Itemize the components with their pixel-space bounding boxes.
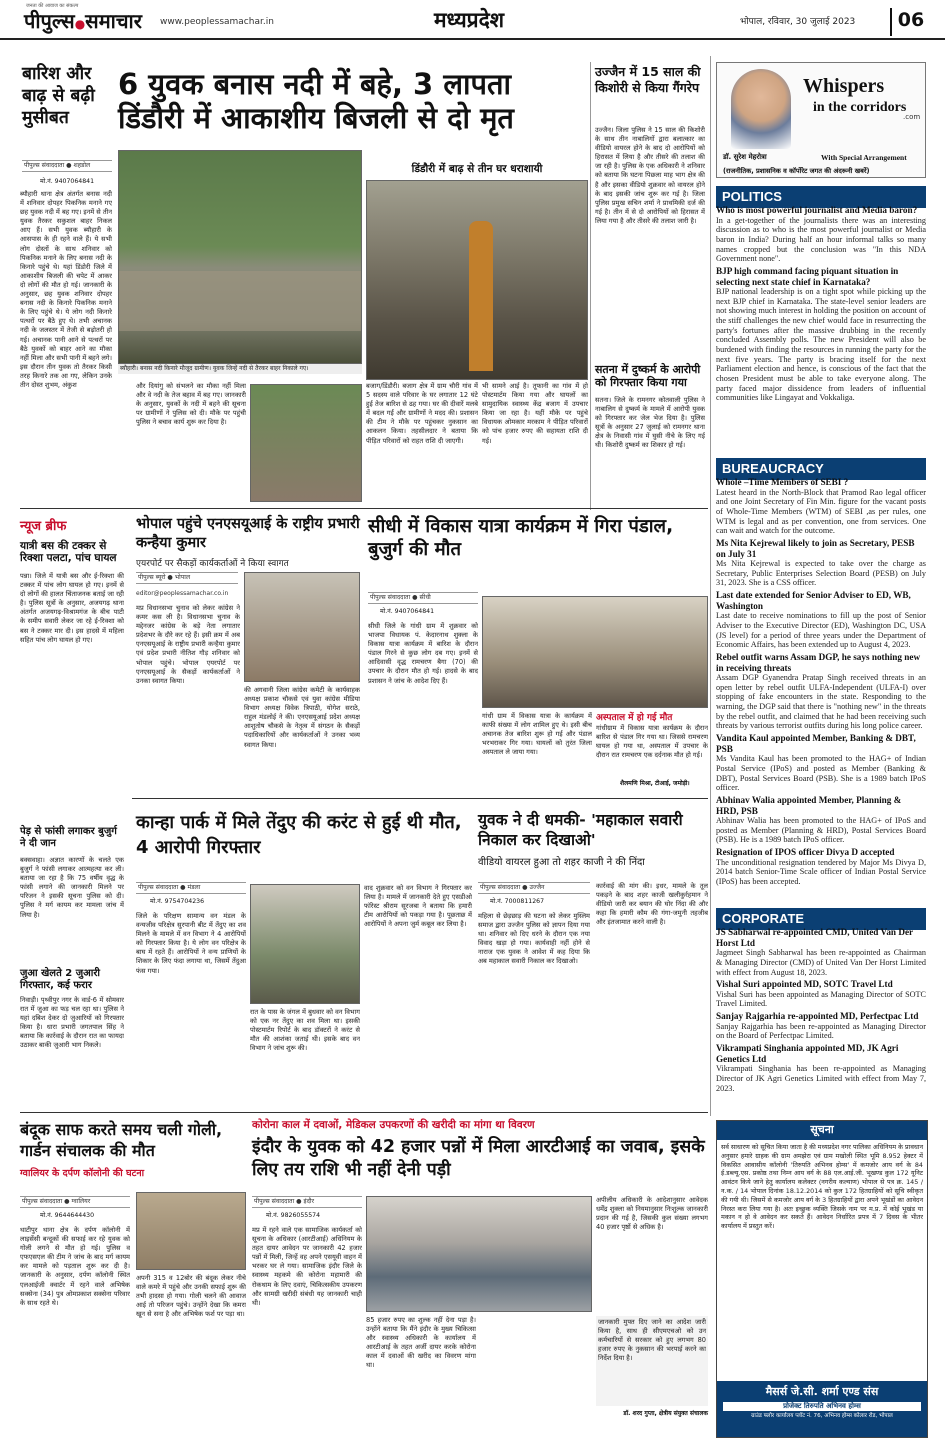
bureaucracy-headline-3: Last date extended for Senior Adviser to ED, WB, Washington — [716, 590, 911, 611]
person-figure — [469, 221, 493, 371]
whispers-subtitle: in the corridors — [813, 100, 907, 115]
section-title: मध्यप्रदेश — [434, 8, 505, 32]
dindori-story-continued: भी सामने आई है। तूफानी का गांव में हो पोस्टमार्टम किया गया और घायलों का सामुदायिक स्वास्थ्य केंद्र बजाग में उपचार किया जा रहा है। यहीं मौके पर पहुंचे विधायक ओमकार मरकाम ने पीड़ित परिवारों को पांच हजार रुपए की सहायता राशि दी गई। — [482, 382, 588, 445]
bureaucracy-headline-6: Abhinav Walia appointed Member, Planning & HRD, PSB — [716, 794, 902, 816]
kanha-phone: मो.नं. 9754704236 — [150, 898, 205, 905]
indore-byline: पीपुल्स संवाददाता ● इंदौर — [252, 1196, 362, 1208]
gun-phone: मो.नं. 9644644430 — [40, 1212, 95, 1219]
kanhaiya-headline: भोपाल पहुंचे एनएसयूआई के राष्ट्रीय प्रभारी कन्हैया कुमार — [136, 516, 360, 551]
kanhaiya-email[interactable]: editor@peoplessamachar.co.in — [136, 590, 229, 597]
ujjain-body: उज्जैन। जिला पुलिस ने 15 साल की किशोरी के साथ तीन नाबालिगों द्वारा बलात्कार का वीडियो वायरल होने के बाद दो आरोपियों को हिरासत में लिया है और तीसरे की तलाश की जा रही है। पुलिस के एक अधिकारी ने शनिवार को बताया कि घटना पिछला माह भाग क्षेत्र की है और इसका वीडियो शुक्रवार को वायरल होने के बाद इसकी जांच शुरू कर गई है। जिला पुलिस प्रमुख सचिन शर्मा ने प्राथमिकी दर्ज की गई है। तीन में से दो आरोपियों को हिरासत में लिया गया है और तीसरे की तलाश जारी है। — [595, 126, 705, 225]
notice-firm: मैसर्स जे.सी. शर्मा एण्ड संस — [765, 1385, 879, 1398]
flood-story-continued: और दियांगु को संभलने का मौका नहीं मिला और वे नदी के तेज बहाव में बह गए। जानकारी के अनुसार, युवकों के नदी में बहने की सूचना पर ग्रामीणों ने पुलिस को दी। मौके पर पहुंची पुलिस ने बचाव कार्य शुरू कर दिया है। — [136, 382, 246, 427]
byline-name: पीपुल्स ब्यूरो — [138, 574, 166, 581]
corporate-body-4: Vikrampati Singhania has been re-appointed as Managing Director of JK Agri Genetics Limited with effect from May 7, 2023. — [716, 1064, 926, 1093]
kanhaiya-byline: पीपुल्स ब्यूरो ● भोपाल — [136, 572, 238, 584]
brief-body-2: बक्सवाहा। अज्ञात कारणों के चलते एक बुजुर्ग ने फांसी लगाकर आत्महत्या कर ली। बताया जा रहा है कि 75 वर्षीय वृद्ध के फांसी लगाने की जानकारी मिलने पर परिजन ने इसकी सूचना पुलिस को दी। पुलिस ने मर्ग कायम कर मामला जांच में लिया है। — [20, 856, 124, 919]
politics-body-1: In a get-together of the journalists there was an interesting discussion as to who is the most powerful journalist or Media baron in India? During half an hour informal talks so many names cropped but the conclusion was "In this NDA Government none". — [716, 215, 926, 264]
column-divider — [710, 56, 711, 1116]
gun-subhead: ग्वालियर के दर्पण कॉलोनी की घटना — [20, 1168, 145, 1179]
notice-address: ग्राउंड फ्लोर कार्यालय प्लॉट नं. 76, अभिनव होम्स कोलार रोड, भोपाल — [751, 1413, 893, 1420]
kanha-headline: कान्हा पार्क में मिले तेंदुए की करंट से हुई थी मौत, 4 आरोपी गिरफ्तार — [136, 812, 462, 859]
kanhaiya-subhead: एयरपोर्ट पर सैकड़ों कार्यकर्ताओं ने किया स्वागत — [136, 559, 289, 569]
gun-victim-photo — [136, 1192, 246, 1270]
bureaucracy-headline-4: Rebel outfit warns Assam DGP, he says nothing new in receiving threats — [716, 651, 921, 673]
byline-place: भोपाल — [174, 574, 191, 581]
byline-name: पीपुल्स संवाददाता — [22, 1198, 63, 1205]
bureaucracy-body-3: Last date to receive nominations to fill up the post of Senior Adviser to the Executive Director (ED), Washington DC, USA (JS level) for a period of three years under the Department of Economic Affairs, has been extended up to August 4, 2023. — [716, 611, 926, 650]
logo-part-2: समाचार — [85, 9, 142, 33]
byline-name: पीपुल्स संवाददाता — [480, 884, 521, 891]
rescue-photo — [250, 384, 362, 502]
indore-headline: इंदौर के युवक को 42 हजार पन्नों में मिला आरटीआई का जवाब, इसके लिए तय राशि भी नहीं देनी पड़ी — [252, 1137, 705, 1181]
section-rule — [20, 508, 708, 509]
sidhi-event-photo — [482, 596, 708, 708]
ujjain-headline: उज्जैन में 15 साल की किशोरी से किया गैंगरेप — [595, 64, 701, 95]
brief-headline-2: पेड़ से फांसी लगाकर बुजुर्ग ने दी जान — [20, 826, 117, 849]
bureaucracy-body-2: Ms Nita Kejrewal is expected to take over the charge as Secretary, Public Enterprises Selection Board (PESB) on July 31, 2023. She is a CSS officer. — [716, 559, 926, 588]
dateline: भोपाल, रविवार, 30 जुलाई 2023 — [740, 17, 856, 27]
brief-headline-1: यात्री बस की टक्कर से रिक्शा पलटा, पांच घायल — [20, 540, 117, 565]
kanhaiya-body-1: मप्र विधानसभा चुनाव को लेकर कांग्रेस ने कमर कस ली है। विधानसभा चुनाव के मद्देनजर कांग्रेस के बड़े नेता लगातार प्रदेशभर के दौरे कर रहे हैं। इसी क्रम में अब एनएसयूआई के राष्ट्रीय प्रभारी कन्हैया कुमार एवं प्रदेश प्रभारी नीतिश गौड़ शनिवार को भोपाल पहुंचे। भोपाल एयरपोर्ट पर एनएसयूआई के सैकड़ों कार्यकर्ताओं ने उनका स्वागत किया। — [136, 604, 240, 685]
columnist-name: डॉ. सुरेश मेहरोत्रा — [723, 153, 767, 161]
whispers-title: Whispers — [803, 75, 885, 97]
gun-body-2: अपनी 315 व 12बोर की बंदूक लेकर नीचे वाले कमरे में पहुंचे और उनकी सफाई शुरू की तभी हादसा हो गया। गोली चलने की आवाज आई तो परिजन पहुंचे। उन्होंने देखा कि कमरा खून से सना है और अभिषेक फर्श पर पड़ा था। — [136, 1274, 246, 1319]
byline-place: शहडोल — [73, 162, 91, 169]
sidhi-headline: सीधी में विकास यात्रा कार्यक्रम में गिरा पंडाल, बुजुर्ग की मौत — [368, 516, 674, 561]
indore-body-3: अपीलीय अधिकारी के आदेशानुसार आवेदक धर्मेंद्र शुक्ला को नियमानुसार निःशुल्क जानकारी प्रदान की गई है, जिसकी कुल संख्या लगभग 40 हजार पृष्ठों से अधिक है। — [596, 1196, 708, 1232]
special-arrangement: With Special Arrangement — [821, 153, 907, 162]
corporate-section — [716, 927, 926, 1093]
corporate-body-2: Vishal Suri has been appointed as Managing Director of SOTC Travel Limited. — [716, 989, 926, 1009]
brief-headline-3: जुआ खेलते 2 जुआरी गिरफ्तार, कई फरार — [20, 968, 101, 991]
satna-body: सतना। जिले के रामनगर कोतवाली पुलिस ने नाबालिग से दुष्कर्म के मामले में आरोपी युवक को गिरफ्तार कर जेल भेज दिया है। पुलिस सूत्रों के अनुसार 27 जुलाई को रामनगर थाना क्षेत्र के निवासी गांव में घुसी नीचे के लिए गई थी। किशोरी दुष्कर्म का शिकार हो गई। — [595, 396, 705, 450]
kanhaiya-welcome-photo — [244, 572, 360, 682]
indore-body-2: 85 हजार रुपए का शुल्क नहीं देना पड़ा है। उन्होंने बताया कि मैंने इंदौर के मुख्य चिकित्सा और स्वास्थ्य अधिकारी के कार्यालय में आरटीआई के तहत अर्जी दायर करके कोरोना काल में दवाओं की खरीद का विवरण मांगा था। — [366, 1316, 476, 1370]
kanha-accused-photo — [250, 884, 360, 1004]
corporate-headline-4: Vikrampati Singhania appointed MD, JK Agri Genetics Ltd — [716, 1043, 899, 1064]
gun-body: थाटीपुर थाना क्षेत्र के दर्पण कॉलोनी में लाइसेंसी बन्दूकों की सफाई कर रहे युवक को गोली लगने से मौत हो गई। पुलिस व एफएसएल की टीम ने जांच के बाद मर्ग कायम कर मामले को पड़ताल शुरू कर दी है। जानकारी के अनुसार, दर्पण कॉलोनी स्थित एलआईजी क्वार्टर में रहने वाले अभिषेक सक्सेना (34) पुत्र ओमप्रकाश सक्सेना परिवार के साथ रहते थे। — [20, 1226, 130, 1307]
brief-body-1: पन्ना। जिले में यात्री बस और ई-रिक्शा की टक्कर में पांच लोग घायल हो गए। इनमें से दो लोगों की हालत चिंताजनक बताई जा रही है। पुलिस सूत्रों के अनुसार, अजयगढ़ थाना अंतर्गत अजयगढ़-विश्रामगंज के बीच पाटी के समीप सवारी लेकर जा रहे ई-रिक्शा को बस ने टक्कर मार दी। इस हादसे में महिला सहित पांच लोग घायल हो गए। — [20, 572, 124, 644]
mahakal-body: महिला से छेड़छाड़ की घटना को लेकर मुस्लिम समाज द्वारा उज्जैन पुलिस को ज्ञापन दिया गया था। शनिवार को दिए धरने के दौरान एक नया विवाद खड़ा हो गया। कार्यवाही नहीं होने से नाराज एक युवक ने आवेश में कह दिया कि अब महाकाल सवारी निकाल कर दिखाओ। — [478, 912, 590, 966]
collapsed-house-photo — [366, 180, 588, 380]
indore-phone: मो.नं. 9826055574 — [266, 1212, 321, 1219]
bureaucracy-headline-1: Whole –Time Members of SEBI ? — [716, 477, 849, 487]
politics-body-2: BJP national leadership is on a tight spot while picking up the next BJP chief in Karnataka. The state-level senior leaders are not showing much interest in holding the position on account of the stiff challenges the new chief would face in resurrecting the party's fortunes after the massive drubbing in the recently concluded Assembly polls. The new President will also be burdened with finding the resources in running the party for the next five years. The party is bracing itself for the next Parliament election and hence, is conscious of the fact that the chosen President must be able to take everyone along. The party faced major dissidence from leaders of influential communities like Lingayat and Vokkaliga. — [716, 287, 926, 403]
page-number: 06 — [890, 8, 930, 36]
public-notice-box — [716, 1120, 928, 1438]
bureaucracy-body-4: Assam DGP Gyanendra Pratap Singh received threats in an open letter by rebel outfit ULFA-Independent (ULFA-I) over stopping of fake encounters in the state. Responding to the warning, the DGP said that there is "nothing new" in the threats by the rebel outfit, and claimed that he had been receiving such threats by various terrorist outfits during his long police career. — [716, 673, 926, 731]
gun-headline: बंदूक साफ करते समय चली गोली, गार्डन संचालक की मौत — [20, 1120, 223, 1160]
whispers-tagline: (राजनीतिक, प्रशासनिक व कॉर्पोरेट जगत की अंदरूनी खबरें) — [723, 167, 870, 175]
bureaucracy-headline-2: Ms Nita Kejrewal likely to join as Secretary, PESB on July 31 — [716, 537, 915, 559]
flood-river-photo — [118, 150, 362, 364]
byline-place: सीधी — [419, 594, 431, 601]
kanha-body-3: वाद शुक्रवार को वन विभाग ने गिरफ्तार कर लिया है। मामले में जानकारी देते हुए एसडीओ फॉरेस्ट श्रीराम सूरजबा ने बताया कि हमारी टीम आरोपियों को पकड़ा गया है। पूछताछ में आरोपियों ने अपना जुर्म कबूल कर लिया है। — [364, 884, 472, 929]
sidhi-sub-body: गांधीग्राम में विकास यात्रा कार्यक्रम के दौरान बारिश से पंडाल गिर गया था। जिससे रामचरण घायल हो गया था, अस्पताल में उपचार के दौरान रात रामचरण एक दर्दनाक मौत हो गई। — [596, 724, 708, 760]
masthead — [0, 0, 945, 40]
politics-section — [716, 205, 926, 403]
byline-name: पीपुल्स संवाददाता — [138, 884, 179, 891]
news-brief-label: न्यूज ब्रीफ — [20, 519, 67, 534]
section-rule — [132, 798, 708, 799]
logo-part-1: पीपुल्स — [24, 9, 75, 33]
notice-footer — [717, 1381, 927, 1437]
politics-bar: POLITICS — [716, 186, 926, 208]
sidhi-subheadline: अस्पताल में हो गई मौत — [596, 713, 673, 723]
sidhi-phone: मो.नं. 9407064841 — [380, 608, 435, 615]
main-headline-line-1: 6 युवक बनास नदी में बहे, 3 लापता — [118, 67, 512, 101]
main-headline — [118, 68, 588, 136]
bureaucracy-section — [716, 477, 926, 887]
columnist-portrait — [731, 69, 791, 149]
corporate-headline-2: Vishal Suri appointed MD, SOTC Travel Ltd — [716, 979, 893, 990]
politics-headline-2: BJP high command facing piquant situation in selecting next state chief in Karnataka? — [716, 265, 899, 287]
corporate-body-3: Sanjay Rajgarhia has been re-appointed as Managing Director on the Board of Perfectpac Limited. — [716, 1021, 926, 1041]
kanha-body: जिले के परिक्षण सामान्य वन मंडल के वन्यजीव परिक्षेत्र सुरपानी बीट में तेंदुए का शव मिलने के मामले में वन विभाग ने 4 आरोपियों को गिरफ्तार किया है। ये लोग वन परिक्षेत्र के बाघ में रहते हैं। आरोपियों ने वन्य प्राणियों के शिकार के लिए फंदा लगाया था, जिसमें तेंदुआ फंस गया। — [136, 912, 246, 975]
left-story-body: ब्यौहारी थाना क्षेत्र अंतर्गत बनास नदी में शनिवार दोपहर पिकनिक मनाने गए छह युवक नदी में बह गए। इनमें से तीन युवक तैरकर सकुशल बाहर निकल आए हैं। सभी युवक ब्यौहारी के आसपास के ही रहने वाले हैं। ये सभी लोग दोस्तों के साथ शनिवार को पिकनिक मनाने के लिए बनास नदी के किनारे पहुंचे थे। यहां डिंडोरी जिले में आकाशीय बिजली की चपेट में आकर दो लोगों की मौत हो गई। जानकारी के अनुसार, छह युवक शनिवार दोपहर बनास नदी के किनारे पिकनिक मनाने के लिए पहुंचे थे। ये लोग नदी किनारे पत्थरों पर बैठे हुए थे। तभी अचानक नदी के जलस्तर में तेजी से बढ़ोतरी हो गई। अचानक पानी आने से पत्थरों पर बैठे युवकों को बाहर आने का मौका नहीं मिला और सभी पानी में बहने लगे। इस दौरान तीन युवक तो तैरकर किसी तरह किनारे तक आ गए, लेकिन उनके तीन दोस्त शुभम, अंकुश — [20, 190, 112, 389]
rti-documents-car-photo — [366, 1196, 592, 1312]
whispers-suffix: .com — [903, 113, 921, 121]
corporate-headline-3: Sanjay Rajgarhia re-appointed MD, Perfectpac Ltd — [716, 1011, 919, 1022]
corporate-bar: CORPORATE — [716, 908, 926, 930]
byline-place: ग्वालियर — [71, 1198, 91, 1205]
mahakal-phone: मो.नं. 7000811267 — [490, 898, 545, 905]
indore-signature: डॉ. शरद गुप्ता, क्षेत्रीय संयुक्त संचालक — [623, 1410, 708, 1417]
bureaucracy-body-7: The unconditional resignation tendered by Major Ms Divya D, 2014 batch Senior-Time Scale officer of Indian Postal Service (IPoS) has been accepted. — [716, 857, 926, 887]
bureaucracy-body-6: Abhinav Walia has been promoted to the HAG+ of IPoS and posted as Member (Planning & HRD), Postal Services Board (PSB). He is a 1989 batch IPoS officer. — [716, 816, 926, 845]
indore-body: मप्र में रहने वाले एक सामाजिक कार्यकर्ता को सूचना के अधिकार (आरटीआई) अधिनियम के तहत दायर आवेदन पर जानकारी 42 हजार पन्नों में मिली, जिन्हें वह अपने एसयूवी वाहन में भरकर घर ले गया। सामाजिक इंदौर जिले के स्वास्थ्य महकमे की कोरोना महामारी की रोकथाम के लिए दवाएं, चिकित्सकीय उपकरण और सामग्री खरीदी संबंधी यह जानकारी चाही थी। — [252, 1226, 362, 1307]
website-url[interactable]: www.peoplessamachar.in — [160, 17, 274, 27]
byline-place: मंडला — [187, 884, 201, 891]
sidhi-byline: पीपुल्स संवाददाता ● सीधी — [368, 592, 478, 604]
bureaucracy-bar: BUREAUCRACY — [716, 458, 926, 480]
left-story-phone: मो.नं. 9407064841 — [40, 178, 95, 185]
kanha-body-2: रात के पास के जंगल में बुधवार को वन विभाग को एक नर तेंदुए का शव मिला था। इसकी पोस्टमार्टम रिपोर्ट के बाद डॉक्टरों ने करंट से मौत की आशंका जताई थी। इसके बाद वन विभाग ने जांच शुरू की। — [250, 1008, 360, 1053]
notice-project: प्रोजेक्ट तिरुपति अभिनव होम्स — [723, 1402, 921, 1411]
byline-place: इंदौर — [303, 1198, 314, 1205]
notice-title: सूचना — [717, 1121, 927, 1140]
corporate-headline-1: JS Sabharwal re-appointed CMD, United Van Der Horst Ltd — [716, 927, 913, 948]
corporate-body-1: Jagmeet Singh Sabharwal has been re-appointed as Chairman & Managing Director (CMD) of United Van Der Horst Limited with effect from August 18, 2023. — [716, 948, 926, 977]
indore-kicker: कोरोना काल में दवाओं, मेडिकल उपकरणों की खरीदी का मांगा था विवरण — [252, 1119, 535, 1131]
kanhaiya-body-2: की अगवानी जिला कांग्रेस कमेटी के कार्यवाहक अध्यक्ष प्रकाश चौकसे एवं युवा कांग्रेस मीडिया विभाग अध्यक्ष विवेक त्रिपाठी, योगेश सराठे, राहुल मंडलोई ने की। एनएसयूआई प्रदेश अध्यक्ष आशुतोष चौकसे के नेतृत्व में संगठन के सैकड़ों पदाधिकारियों और कार्यकर्ताओं ने उनका भव्य स्वागत किया। — [244, 686, 360, 749]
masthead-tagline: जनता की आवाज का संकल्प — [26, 3, 79, 9]
indore-quote: जानकारी मुफ्त दिए जाने का आदेश जारी किया है, साथ ही सीएमएचओ को उन कर्मचारियों से सरकार को हुए लगभग 80 हजार रुपए के नुकसान की भरपाई करने का निर्देश दिया है। — [596, 1316, 708, 1406]
byline-name: पीपुल्स संवाददाता — [24, 162, 65, 169]
satna-headline: सतना में दुष्कर्म के आरोपी को गिरफ्तार किया गया — [595, 363, 701, 389]
gun-byline: पीपुल्स संवाददाता ● ग्वालियर — [20, 1196, 130, 1208]
dindori-story: बजाग/डिंडौरी। बजाग क्षेत्र में ग्राम चौरी गांव में 5 सदस्य वाले परिवार के घर लगातार 12 घंटे हुई तेज बारिश से ढह गया। घर की दीवारें मलबे में बदल गईं और ग्रामीणों ने मदद की। प्रशासन की टीम ने मौके पर पहुंचकर नुकसान का आकलन किया। तहसीलदार ने बताया कि पीड़ित परिवारों को राहत राशि दी जाएगी। — [366, 382, 478, 445]
newspaper-logo: पीपुल्स●समाचार — [24, 9, 142, 33]
notice-body: सर्व साधारण को सूचित किया जाता है की मध्यप्रदेश नगर पालिका अधिनियम के प्रावधान अनुसार हमारे ग्राहक की ग्राम अमझेरा एवं ग्राम मखोली स्थित भूमि 8.952 हेक्टर में विकसित आवासीय कॉलोनी 'तिरुपति अभिनव होम्स' में कमजोर आय वर्ग के 84 ई.डब्ल्यू.एस. प्रकोष्ठ तथा निम्न आय वर्ग के 88 एल.आई.जी. भूखण्ड कुल 172 यूनिट आवंटन किये जाने हेतु कार्यालय कलेक्टर (नगरीय कल्याण) भोपाल से पत्र क्र. 145 / न.क. / 14 भोपाल दिनांक 18.12.2014 को कुल 172 हितग्राहियों को सूचि स्वीकृत की गयी थी। जिसमें से कमजोर आय वर्ग के 3 हितग्राहियों द्वारा अपने भूखंडों का आवेदन निरस्त करा लिया गया है। अतः इच्छुक व्यक्ति जिसके नाम पर म.प्र. में कोई भूखंड या मकान न हो वे आवेदन कर सकते हैं। आवेदन निर्धारित प्रपत्र में 7 दिवस के भीतर कार्यालय में प्रस्तुत करें। — [721, 1142, 923, 1231]
bureaucracy-body-1: Latest heard in the North-Block that Pramod Rao legal officer and one Joint Secretary of Fin Min. figure for the vacant posts of Whole-Time Members (WTM) of SEBI ,as per rules, one WTM is legal and as per convention, one from services. One can wait and watch for the outcome. — [716, 487, 926, 536]
main-headline-line-2: डिंडौरी में आकाशीय बिजली से दो मृत — [118, 100, 514, 135]
byline-name: पीपुल्स संवाददाता — [254, 1198, 295, 1205]
mahakal-byline: पीपुल्स संवाददाता ● उज्जैन — [478, 882, 590, 894]
mahakal-headline: युवक ने दी धमकी- 'महाकाल सवारी निकाल कर दिखाओ' — [478, 811, 683, 850]
brief-body-3: निवाड़ी। पृथ्वीपुर नगर के वार्ड-6 में सोमवार रात में जुआ का फड़ चल रहा था। पुलिस ने यहां दबिश देकर दो जुआरियों को गिरफ्तार किया है। धारा प्रभारी जगतपाल सिंह ने बताया कि कार्रवाई के दौरान रात का फायदा उठाकर बाकी जुआरी भाग निकले। — [20, 996, 124, 1050]
column-divider — [590, 62, 591, 510]
sidhi-signature: शैलमणि मिश्रा, टीआई, जमोड़ी। — [620, 780, 690, 787]
section-rule — [20, 1112, 708, 1113]
sidhi-body-2: गांधी ग्राम में विकास यात्रा के कार्यक्रम में काफी संख्या में लोग शामिल हुए थे। इसी बीच अचानक तेज बारिश शुरू हो गई और पंडाल भरभराकर गिर गया। घायलों को तुरंत जिला अस्पताल ले जाया गया। — [482, 712, 592, 757]
kanha-byline: पीपुल्स संवाददाता ● मंडला — [136, 882, 246, 894]
politics-headline-1: Who is most powerful journalist and Media baron? — [716, 205, 918, 215]
left-story-kicker: बारिश और बाढ़ से बढ़ी मुसीबत — [22, 64, 95, 128]
bureaucracy-body-5: Ms Vandita Kaul has been promoted to the HAG+ of Indian Postal Service (IPoS) and posted as Member (Banking & DBT), Postal Services Board (PSB). She is a 1989 batch IPoS officer. — [716, 754, 926, 793]
bureaucracy-headline-7: Resignation of IPOS officer Divya D accepted — [716, 847, 895, 858]
left-story-byline: पीपुल्स संवाददाता ● शहडोल — [22, 160, 112, 172]
byline-name: पीपुल्स संवाददाता — [370, 594, 411, 601]
river-water — [119, 271, 362, 331]
mahakal-subhead: वीडियो वायरल हुआ तो शहर काजी ने की निंदा — [478, 857, 645, 868]
sidhi-body: सीधी जिले के गांधी ग्राम में शुक्रवार को भाजपा विधायक पं. केदारनाथ शुक्ला के विकास यात्रा कार्यक्रम में बारिश के दौरान पंडाल गिरने से कुछ लोग दब गए। इनमें से आदिवासी वृद्ध रामचरण बैगा (70) की उपचार के दौरान मौत हो गई। हादसे के बाद प्रशासन ने जांच के आदेश दिए हैं। — [368, 622, 478, 685]
dindori-photo-title: डिंडौरी में बाढ़ से तीन घर धराशायी — [366, 162, 588, 178]
byline-place: उज्जैन — [529, 884, 545, 891]
whispers-banner — [716, 62, 926, 178]
bureaucracy-headline-5: Vandita Kaul appointed Member, Banking & DBT, PSB — [716, 733, 916, 754]
flood-photo-caption: ब्यौहारी। बनास नदी किनारे मौजूद ग्रामीण। युवक जिन्हें नदी से तैरकर बाहर निकाले गए। — [118, 364, 362, 374]
mahakal-body-2: कार्रवाई की मांग की। इधर, मामले के तूल पकड़ने के बाद शहर काजी खलीकुर्रहमान ने वीडियो जारी कर बयान की घोर निंदा की और कहा कि हमारी कौम की गंगा-जमुनी तहजीब और इंतजामात करने वाली है। — [596, 882, 708, 927]
